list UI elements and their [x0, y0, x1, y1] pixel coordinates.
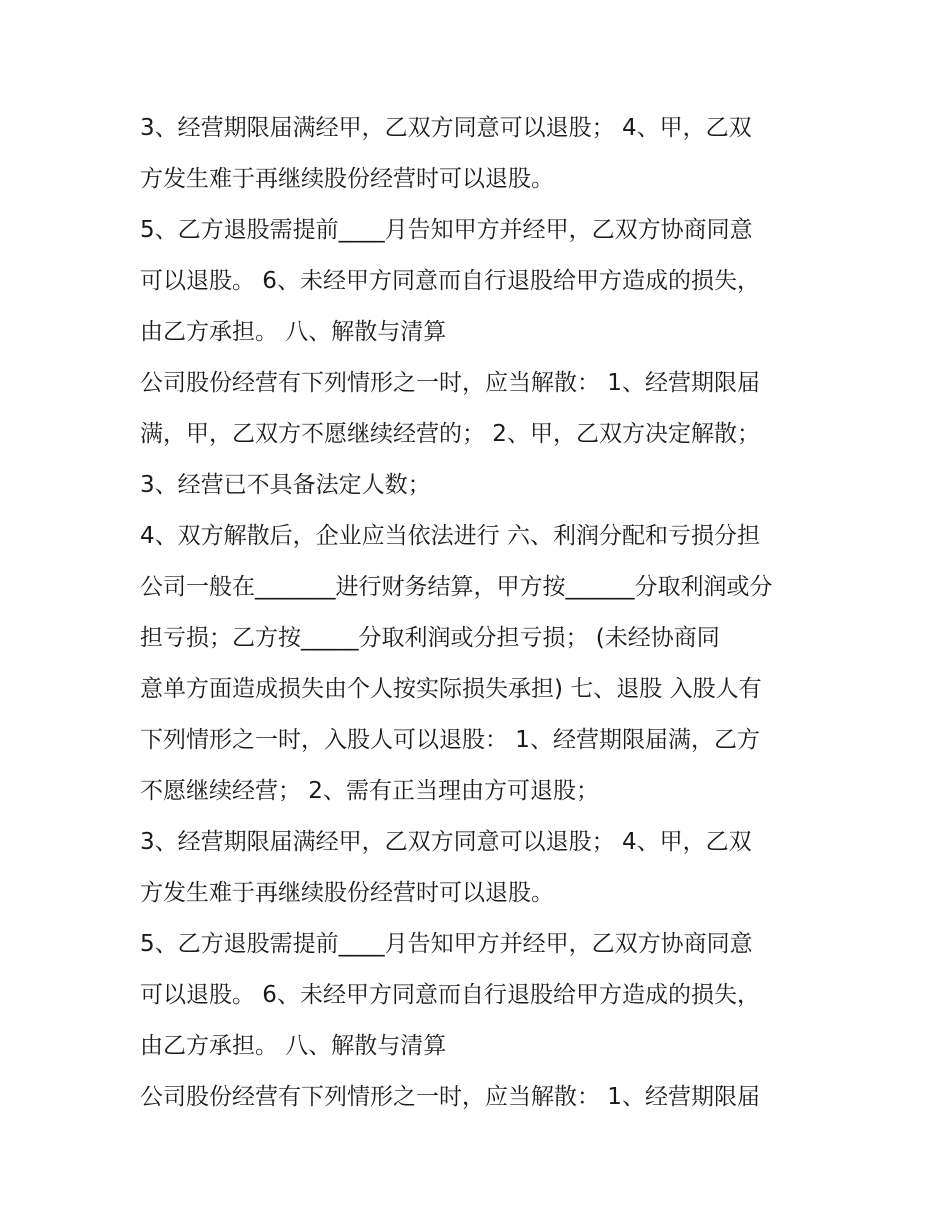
text-line: 3、经营已不具备法定人数； — [140, 472, 431, 498]
text-line: 方发生难于再继续股份经营时可以退股。 — [140, 880, 554, 906]
text-line: 公司一般在_______进行财务结算，甲方按______分取利润或分 — [140, 574, 773, 600]
text-line: 满，甲，乙双方不愿继续经营的； 2、甲，乙双方决定解散； — [140, 421, 760, 447]
text-line: 下列情形之一时，入股人可以退股： 1、经营期限届满，乙方 — [140, 727, 760, 753]
text-line: 由乙方承担。 八、解散与清算 — [140, 319, 447, 345]
text-line: 由乙方承担。 八、解散与清算 — [140, 1033, 447, 1059]
text-line: 公司股份经营有下列情形之一时，应当解散： 1、经营期限届 — [140, 1084, 760, 1110]
text-line: 可以退股。 6、未经甲方同意而自行退股给甲方造成的损失， — [140, 982, 760, 1008]
text-line: 5、乙方退股需提前____月告知甲方并经甲，乙双方协商同意 — [140, 217, 753, 243]
text-line: 担亏损；乙方按_____分取利润或分担亏损； (未经协商同 — [140, 625, 720, 651]
text-line: 5、乙方退股需提前____月告知甲方并经甲，乙双方协商同意 — [140, 931, 753, 957]
text-line: 公司股份经营有下列情形之一时，应当解散： 1、经营期限届 — [140, 370, 760, 396]
text-line: 方发生难于再继续股份经营时可以退股。 — [140, 166, 554, 192]
text-line: 可以退股。 6、未经甲方同意而自行退股给甲方造成的损失， — [140, 268, 760, 294]
text-line: 意单方面造成损失由个人按实际损失承担) 七、退股 入股人有 — [140, 676, 762, 702]
text-line: 3、经营期限届满经甲，乙双方同意可以退股； 4、甲，乙双 — [140, 115, 752, 141]
text-line: 4、双方解散后，企业应当依法进行 六、利润分配和亏损分担 — [140, 523, 760, 549]
text-line: 不愿继续经营； 2、需有正当理由方可退股； — [140, 778, 599, 804]
document-body — [140, 103, 820, 1123]
text-line: 3、经营期限届满经甲，乙双方同意可以退股； 4、甲，乙双 — [140, 829, 752, 855]
